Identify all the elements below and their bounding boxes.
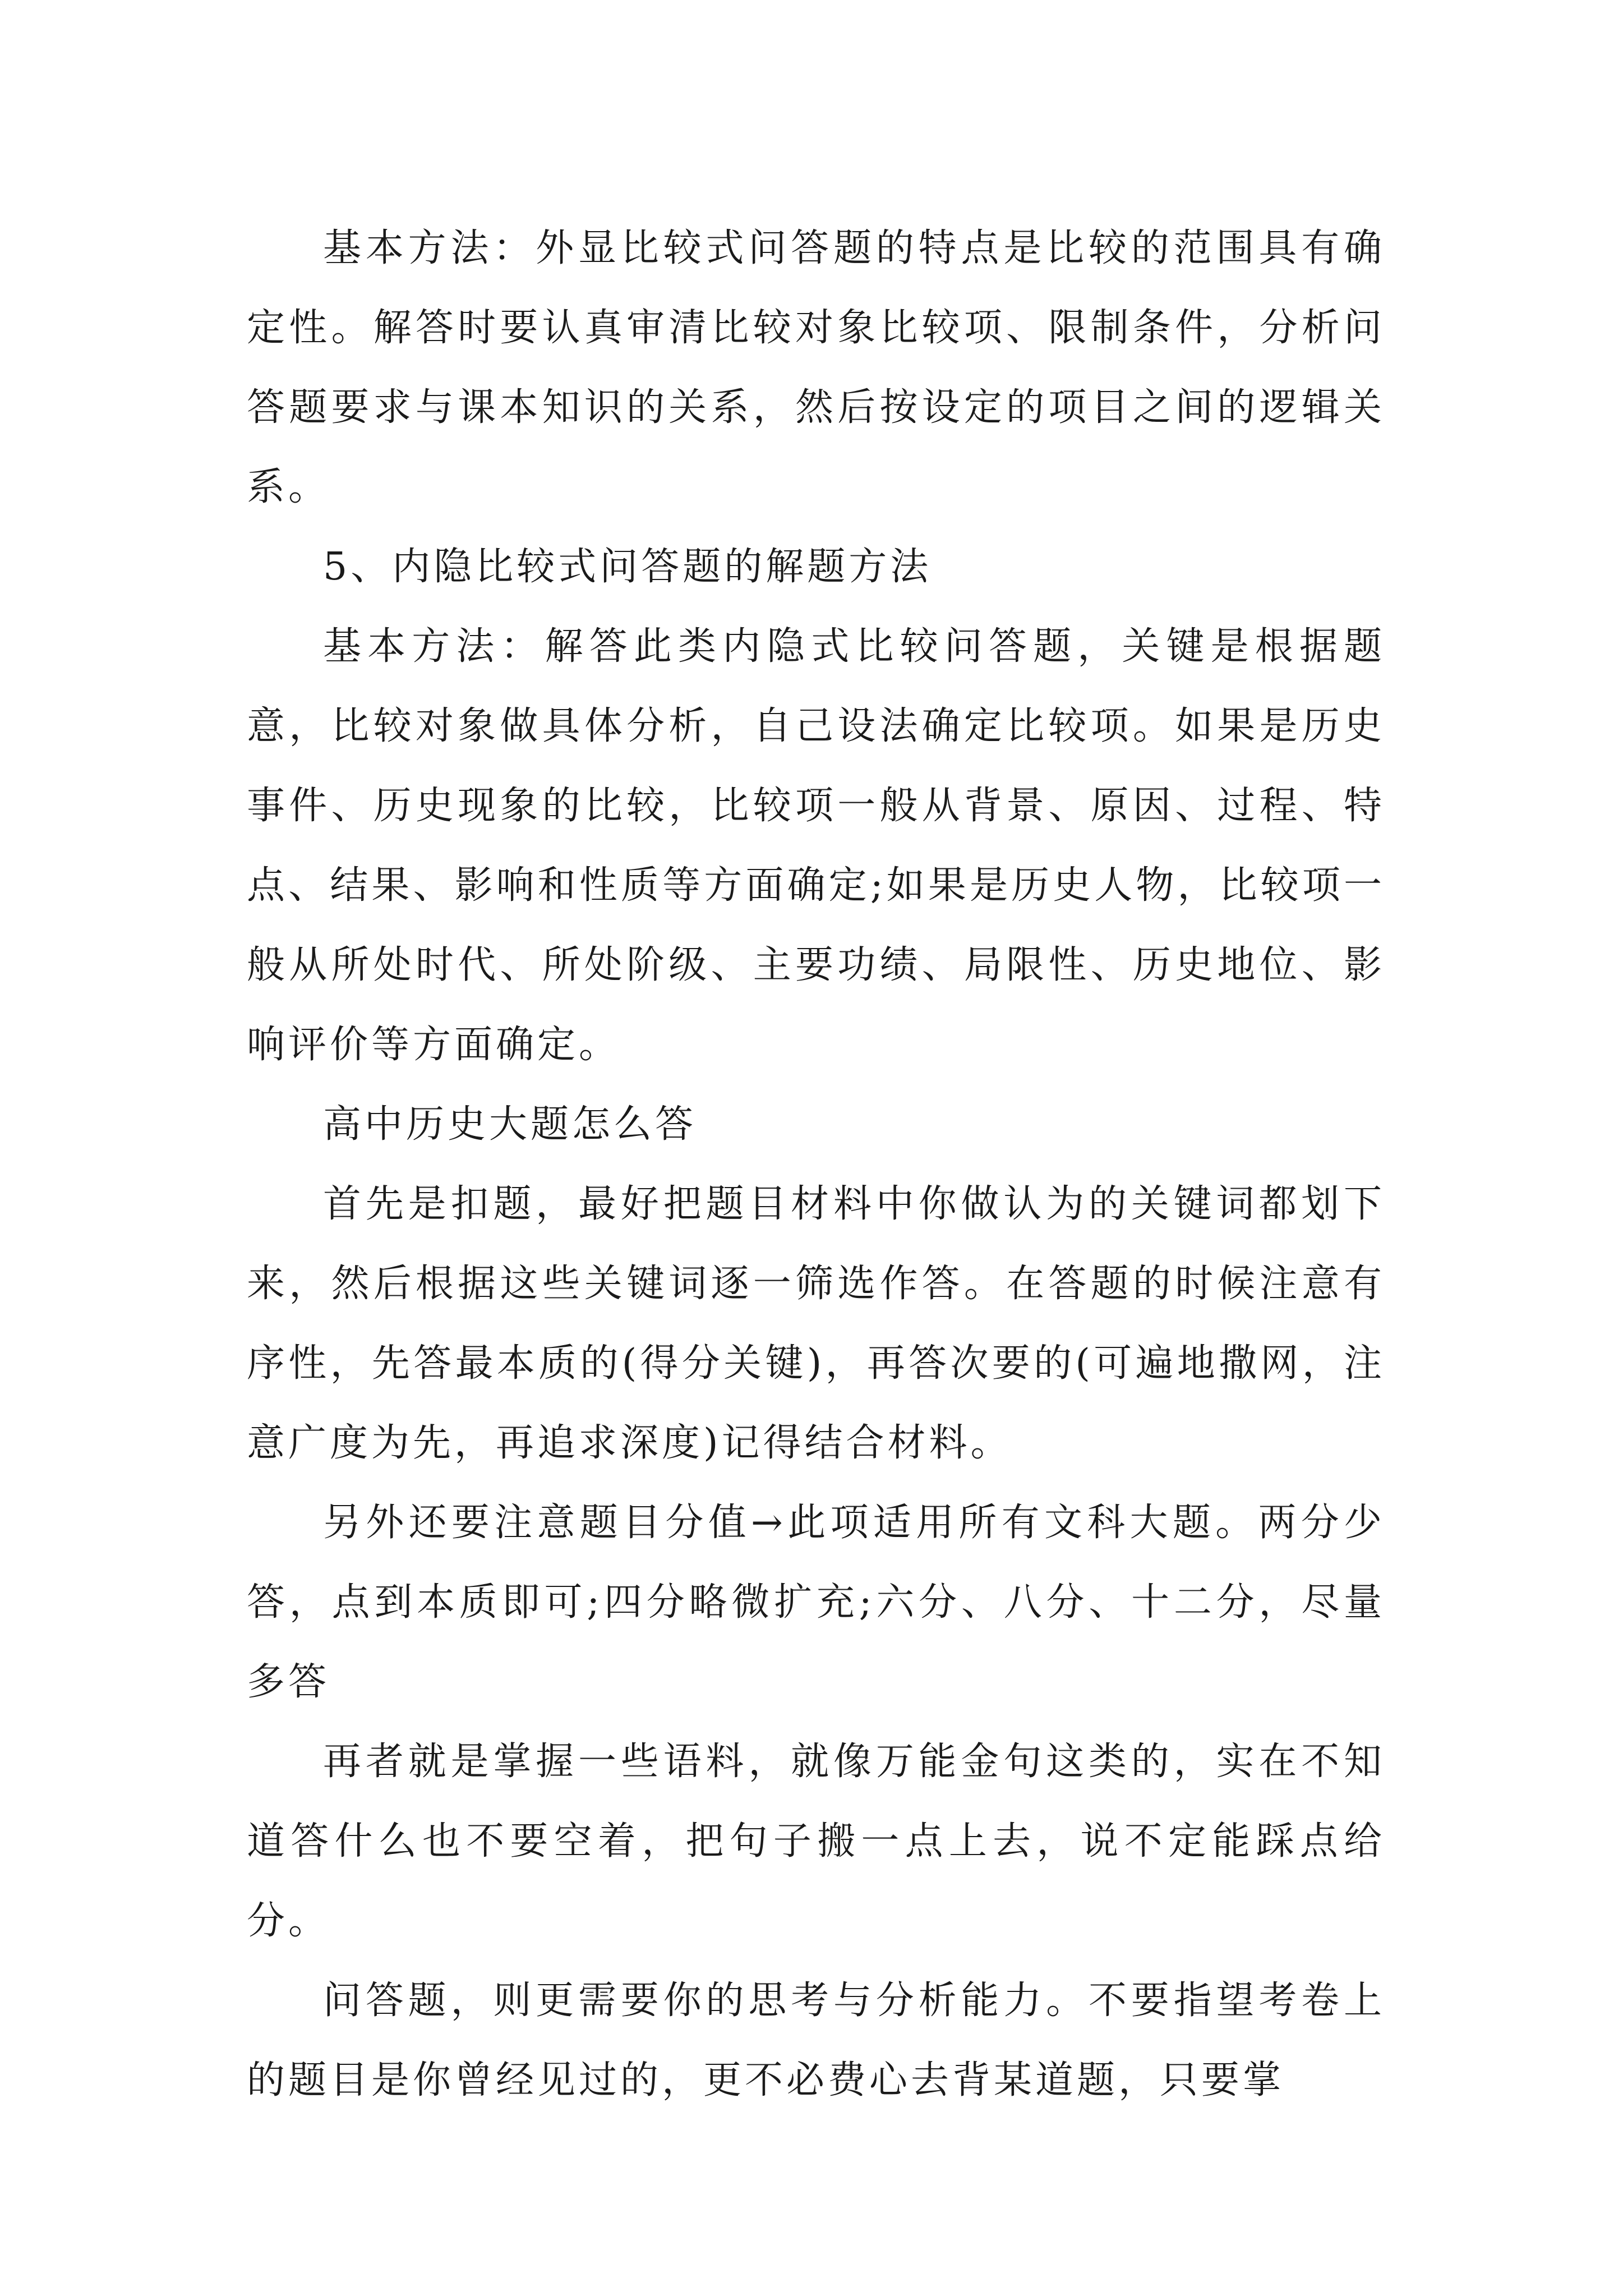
section-heading-how-to-answer: 高中历史大题怎么答	[323, 1102, 697, 1147]
paragraph-questions: 问答题，则更需要你的思考与分析能力。不要指望考卷上的题目是你曾经见过的，更不必费心去背某道题，只要掌	[247, 1978, 1385, 2102]
section-heading-implicit: 5、内隐比较式问答题的解题方法	[323, 545, 932, 589]
paragraph-keywords: 首先是扣题，最好把题目材料中你做认为的关键词都划下来，然后根据这些关键词逐一筛选作答。在答题的时候注意有序性，先答最本质的(得分关键)，再答次要的(可遍地撒网，注意广度为先，再追求深度)记得结合材料。	[247, 1182, 1385, 1465]
paragraph-phrases: 再者就是掌握一些语料，就像万能金句这类的，实在不知道答什么也不要空着，把句子搬一点上去，说不定能踩点给分。	[247, 1740, 1385, 1943]
paragraph-method-implicit: 基本方法：解答此类内隐式比较问答题，关键是根据题意，比较对象做具体分析，自己设法确定比较项。如果是历史事件、历史现象的比较，比较项一般从背景、原因、过程、特点、结果、影响和性质等方面确定;如果是历史人物，比较项一般从所处时代、所处阶级、主要功绩、局限性、历史地位、影响评价等方面确定。	[247, 624, 1385, 1067]
document-body	[247, 209, 1385, 2120]
paragraph-method-explicit: 基本方法：外显比较式问答题的特点是比较的范围具有确定性。解答时要认真审清比较对象比较项、限制条件，分析问答题要求与课本知识的关系，然后按设定的项目之间的逻辑关系。	[247, 226, 1385, 509]
paragraph-score-value: 另外还要注意题目分值→此项适用所有文科大题。两分少答，点到本质即可;四分略微扩充;六分、八分、十二分，尽量多答	[247, 1501, 1385, 1704]
